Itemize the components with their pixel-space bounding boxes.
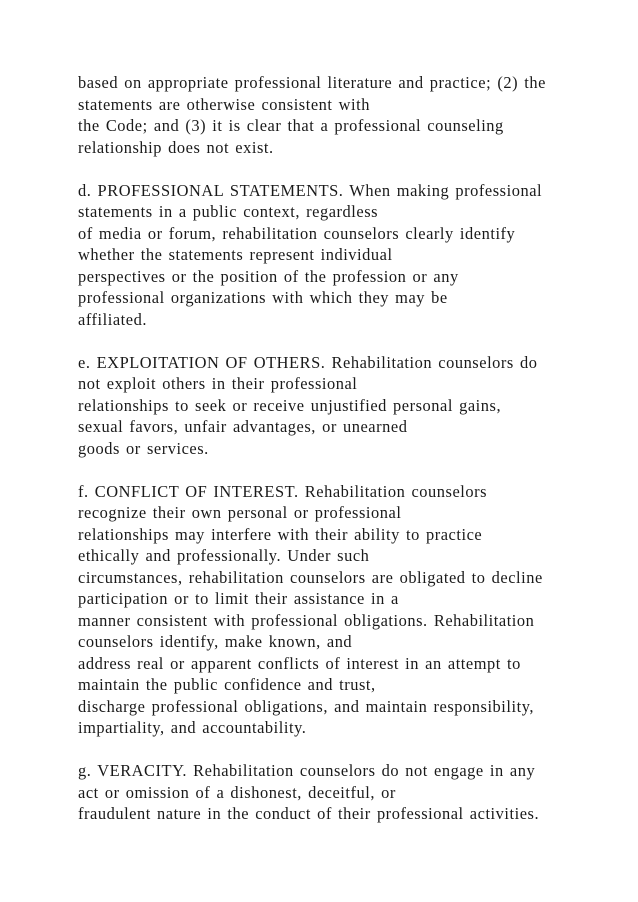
text-line: statements are otherwise consistent with [78,94,371,114]
text-line: statements in a public context, regardless [78,202,379,221]
text-line: f. CONFLICT OF INTEREST. Rehabilitation counselors [78,481,488,501]
text-line: relationship does not exist. [78,137,274,157]
text-line: d. PROFESSIONAL STATEMENTS. When making professional [78,180,543,200]
text-line: the Code; and (3) it is clear that a professional counseling [78,116,504,135]
text-line: manner consistent with professional obligations. Rehabilitation [78,610,535,630]
text-line: maintain the public confidence and trust, [78,675,376,694]
text-line: not exploit others in their professional [78,374,358,393]
paragraph-exploitation-of-others [78,352,578,460]
text-line: g. VERACITY. Rehabilitation counselors do not engage in any [78,761,536,780]
text-line: affiliated. [78,309,148,329]
text-line: relationships may interfere with their ability to practice [78,524,483,544]
text-line: goods or services. [78,438,209,458]
text-line: sexual favors, unfair advantages, or unearned [78,417,408,436]
paragraph-continuation [78,72,578,158]
text-line: recognize their own personal or professional [78,503,402,522]
paragraph-veracity [78,760,578,825]
text-line: professional organizations with which they may be [78,288,448,307]
text-line: circumstances, rehabilitation counselors are obligated to decline [78,567,543,587]
paragraph-conflict-of-interest [78,481,578,739]
paragraph-professional-statements [78,180,578,331]
text-line: impartiality, and accountability. [78,718,307,737]
text-line: based on appropriate professional literature and practice; (2) the [78,73,546,92]
text-line: relationships to seek or receive unjustified personal gains, [78,395,502,415]
text-line: e. EXPLOITATION OF OTHERS. Rehabilitation counselors do [78,352,538,372]
text-line: act or omission of a dishonest, deceitful, or [78,782,396,802]
text-line: of media or forum, rehabilitation counselors clearly identify [78,223,516,243]
text-line: address real or apparent conflicts of interest in an attempt to [78,653,521,673]
text-line: perspectives or the position of the profession or any [78,266,459,286]
text-line: whether the statements represent individual [78,245,393,264]
text-line: counselors identify, make known, and [78,632,353,651]
text-line: fraudulent nature in the conduct of their professional activities. [78,804,540,823]
text-line: ethically and professionally. Under such [78,546,370,565]
text-line: participation or to limit their assistance in a [78,589,399,608]
document-body [78,72,578,846]
text-line: discharge professional obligations, and maintain responsibility, [78,696,535,716]
